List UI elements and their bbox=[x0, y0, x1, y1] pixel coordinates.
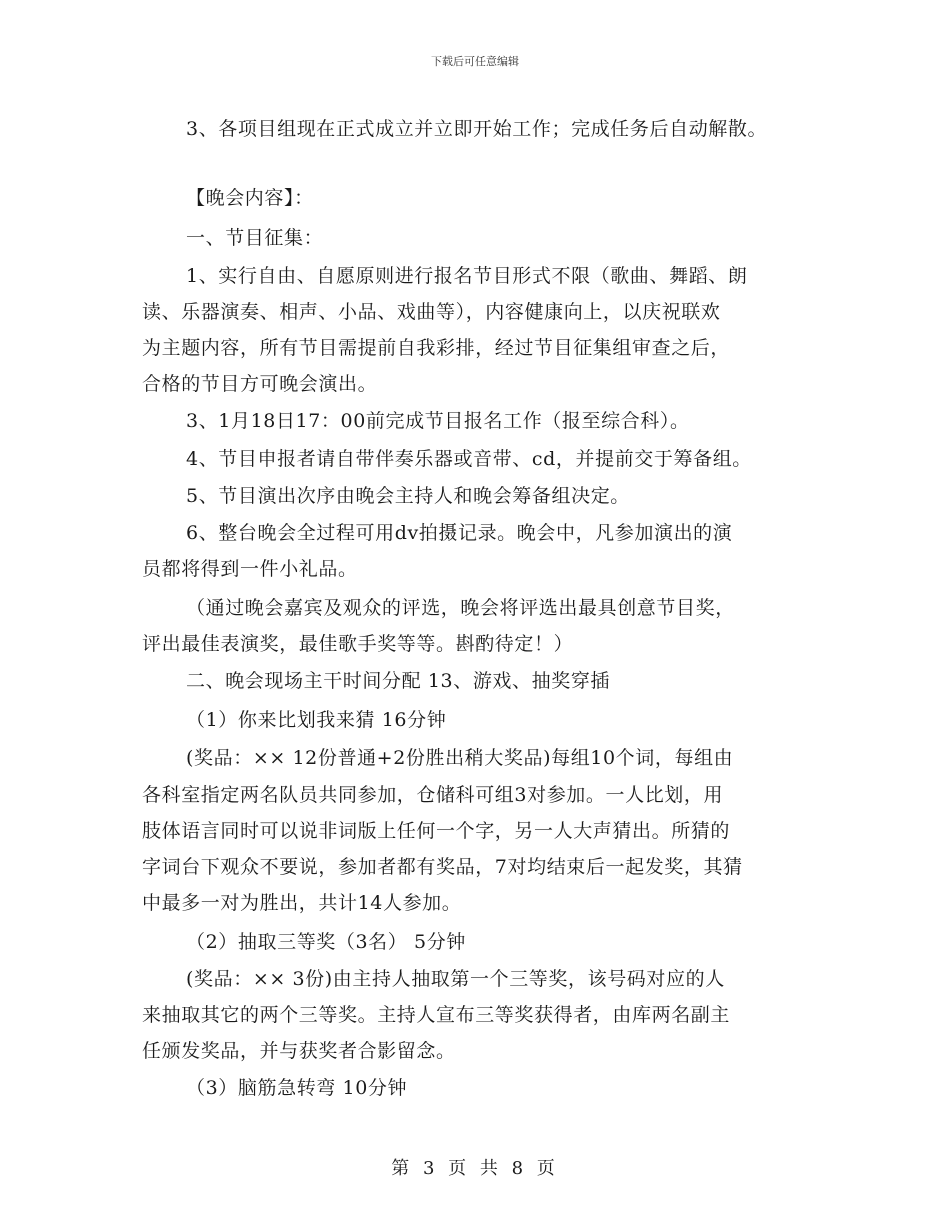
paragraph-line: 中最多一对为胜出，共计14人参加。 bbox=[142, 892, 462, 914]
subsection-heading: （3）脑筋急转弯 10分钟 bbox=[186, 1077, 408, 1099]
page-number-footer: 第 3 页 共 8 页 bbox=[391, 1158, 559, 1179]
paragraph-line: 各科室指定两名队员共同参加，仓储科可组3对参加。一人比划，用 bbox=[142, 784, 724, 806]
paragraph-line: 来抽取其它的两个三等奖。主持人宣布三等奖获得者，由库两名副主 bbox=[142, 1004, 731, 1026]
paragraph-line: 3、各项目组现在正式成立并立即开始工作；完成任务后自动解散。 bbox=[186, 118, 768, 140]
paragraph-line: 6、整台晚会全过程可用dv拍摄记录。晚会中，凡参加演出的演 bbox=[186, 522, 733, 544]
paragraph-line: （通过晚会嘉宾及观众的评选，晚会将评选出最具创意节目奖， bbox=[186, 597, 735, 619]
paragraph-line: 3、1月18日17：00前完成节目报名工作（报至综合科）。 bbox=[186, 410, 690, 432]
subsection-heading: （2）抽取三等奖（3名） 5分钟 bbox=[186, 931, 466, 953]
paragraph-line: 肢体语言同时可以说非词版上任何一个字，另一人大声猜出。所猜的 bbox=[142, 820, 731, 842]
paragraph-line: 为主题内容，所有节目需提前自我彩排，经过节目征集组审查之后， bbox=[142, 337, 731, 359]
subsection-heading: （1）你来比划我来猜 16分钟 bbox=[186, 709, 447, 731]
paragraph-line: 合格的节目方可晚会演出。 bbox=[142, 373, 378, 395]
paragraph-line: 5、节目演出次序由晚会主持人和晚会筹备组决定。 bbox=[186, 485, 630, 507]
paragraph-line: 任颁发奖品，并与获奖者合影留念。 bbox=[142, 1040, 456, 1062]
paragraph-line: 员都将得到一件小礼品。 bbox=[142, 558, 358, 580]
paragraph-line: 4、节目申报者请自带伴奏乐器或音带、cd，并提前交于筹备组。 bbox=[186, 448, 752, 470]
page-header-note: 下载后可任意编辑 bbox=[431, 55, 519, 68]
paragraph-line: 评出最佳表演奖，最佳歌手奖等等。斟酌待定！） bbox=[142, 633, 574, 655]
section-heading: 一、节目征集： bbox=[186, 227, 324, 249]
paragraph-line: 字词台下观众不要说，参加者都有奖品，7对均结束后一起发奖，其猜 bbox=[142, 856, 743, 878]
section-heading: 【晚会内容】： bbox=[186, 187, 314, 209]
section-heading: 二、晚会现场主干时间分配 13、游戏、抽奖穿插 bbox=[186, 670, 611, 692]
paragraph-line: 1、实行自由、自愿原则进行报名节目形式不限（歌曲、舞蹈、朗 bbox=[186, 265, 748, 287]
paragraph-line: (奖品：×× 12份普通+2份胜出稍大奖品)每组10个词，每组由 bbox=[186, 747, 734, 769]
paragraph-line: 读、乐器演奏、相声、小品、戏曲等），内容健康向上，以庆祝联欢 bbox=[142, 301, 721, 323]
paragraph-line: (奖品：×× 3份)由主持人抽取第一个三等奖，该号码对应的人 bbox=[186, 968, 725, 990]
